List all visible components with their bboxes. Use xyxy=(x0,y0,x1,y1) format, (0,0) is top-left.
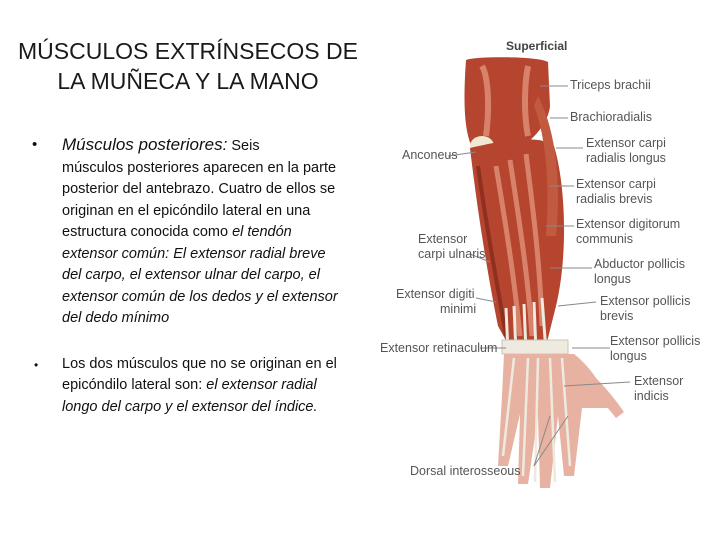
title-line-2: LA MUÑECA Y LA MANO xyxy=(57,68,319,94)
bullet-heading-tail: Seis xyxy=(227,138,260,154)
bullet-text-italic: el extensor radial longo del carpo y el extensor del índice. xyxy=(62,377,318,415)
label-brachioradialis: Brachioradialis xyxy=(570,110,652,124)
bullet-marker: • xyxy=(32,136,38,153)
label-ecrb: Extensor carpi radialis brevis xyxy=(576,177,656,206)
label-edc: Extensor digitorum communis xyxy=(576,217,681,246)
bullet-non-epicondyle xyxy=(28,354,348,419)
label-apl: Abductor pollicis longus xyxy=(594,257,686,286)
label-ecrl: Extensor carpi radialis longus xyxy=(586,136,666,165)
label-edm: Extensor digiti minimi xyxy=(396,287,477,316)
bullet-heading: Músculos posteriores: xyxy=(62,135,228,154)
label-triceps: Triceps brachii xyxy=(570,78,651,92)
label-ecu: Extensor carpi ulnaris xyxy=(418,232,486,261)
label-retinaculum: Extensor retinaculum xyxy=(380,341,498,355)
label-anconeus: Anconeus xyxy=(402,148,458,162)
label-epl: Extensor pollicis longus xyxy=(610,334,701,363)
slide-title xyxy=(18,36,358,96)
title-line-1: MÚSCULOS EXTRÍNSECOS DE xyxy=(18,38,358,64)
label-epb: Extensor pollicis brevis xyxy=(600,294,691,323)
figure-heading: Superficial xyxy=(506,39,568,53)
forearm-muscle-illustration xyxy=(378,36,720,506)
bullet-list xyxy=(28,134,348,442)
bullet-text: Los dos músculos que no se originan en el epicóndilo lateral son: xyxy=(62,355,337,393)
bullet-text: músculos posteriores aparecen en la parte posterior del antebrazo. Cuatro de ellos se originan en el epicóndilo lateral en una estructura conocida como xyxy=(62,159,337,240)
bullet-posterior-muscles xyxy=(28,134,348,330)
label-dorsal-interosseous: Dorsal interosseous xyxy=(410,464,521,478)
bullet-text-italic: el tendón extensor común: El extensor radial breve del carpo, el extensor ulnar del carpo, el extensor común de los dedos y el extensor del dedo mínimo xyxy=(62,224,338,326)
label-ei: Extensor indicis xyxy=(634,374,684,403)
retinaculum-band xyxy=(502,340,568,354)
bullet-marker: • xyxy=(34,357,39,372)
